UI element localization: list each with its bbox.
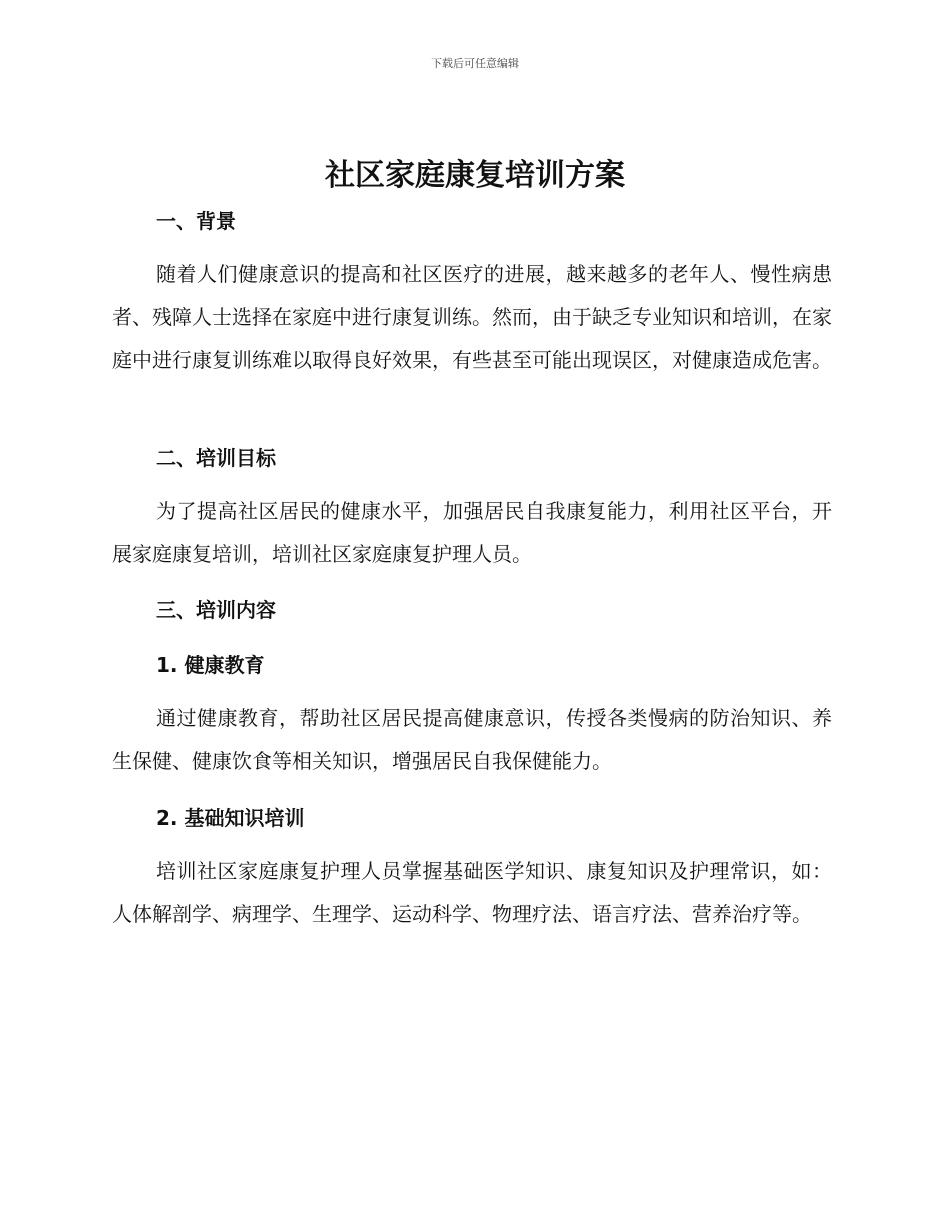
section-body-goals: 为了提高社区居民的健康水平，加强居民自我康复能力，利用社区平台，开展家庭康复培训，培训社区家庭康复护理人员。 bbox=[112, 499, 832, 566]
section-heading-background: 一、背景 bbox=[156, 209, 236, 233]
section-heading-content: 三、培训内容 bbox=[156, 598, 276, 622]
section-body-background: 随着人们健康意识的提高和社区医疗的进展，越来越多的老年人、慢性病患者、残障人士选择在家庭中进行康复训练。然而，由于缺乏专业知识和培训，在家庭中进行康复训练难以取得良好效果，有些甚至可能出现误区，对健康造成危害。 bbox=[112, 262, 832, 372]
subsection-body-basic-knowledge: 培训社区家庭康复护理人员掌握基础医学知识、康复知识及护理常识，如：人体解剖学、病理学、生理学、运动科学、物理疗法、语言疗法、营养治疗等。 bbox=[112, 859, 832, 926]
page-header: 下载后可任意编辑 bbox=[431, 57, 519, 70]
section-heading-goals: 二、培训目标 bbox=[156, 446, 276, 470]
document-title: 社区家庭康复培训方案 bbox=[325, 158, 625, 193]
subsection-heading-basic-knowledge: 2. 基础知识培训 bbox=[156, 806, 305, 830]
subsection-heading-health-education: 1. 健康教育 bbox=[156, 653, 265, 677]
subsection-body-health-education: 通过健康教育，帮助社区居民提高健康意识，传授各类慢病的防治知识、养生保健、健康饮食等相关知识，增强居民自我保健能力。 bbox=[112, 706, 832, 773]
